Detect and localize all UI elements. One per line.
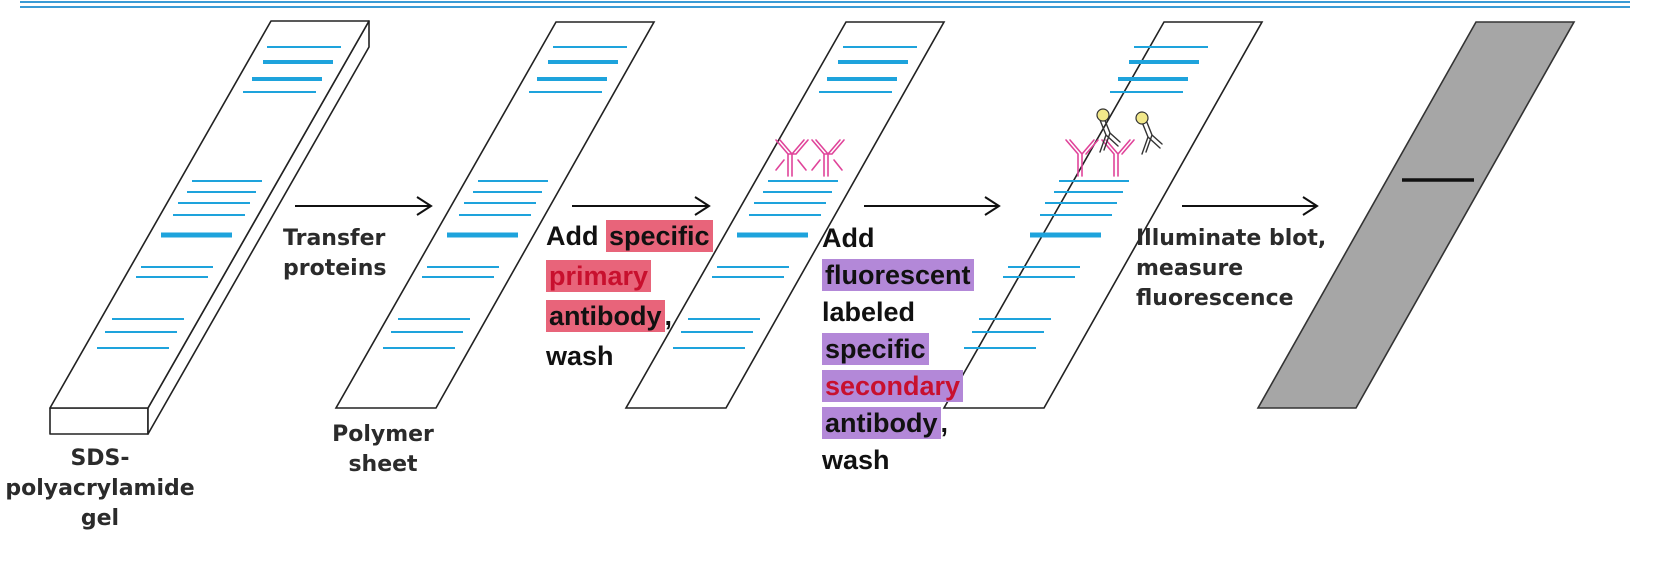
illuminated-blot-strip: [1258, 22, 1574, 408]
illuminate-label-line: Illuminate blot,: [1136, 226, 1327, 251]
illuminate-label-line: fluorescence: [1136, 286, 1294, 311]
illuminate-label: [1136, 224, 1326, 314]
step1-primary: primary: [546, 260, 651, 292]
polymer-sheet-label-line: Polymer: [332, 422, 434, 447]
arrow-icon: [1182, 197, 1317, 215]
step2-labeled: labeled: [822, 297, 916, 327]
step1-add: Add: [546, 221, 599, 251]
step2-wash: wash: [822, 445, 890, 475]
step1-antibody: antibody: [546, 300, 665, 332]
gel-label-line: polyacrylamide: [5, 476, 195, 501]
arrow-icon: [864, 197, 999, 215]
step2-secondary: secondary: [822, 370, 963, 402]
transfer-label-line: Transfer: [283, 226, 386, 251]
step1-comma: ,: [664, 301, 673, 331]
step2-add: Add: [822, 223, 875, 253]
step2-fluorescent: fluorescent: [822, 259, 974, 291]
step2-comma: ,: [940, 408, 949, 438]
step1-wash: wash: [546, 341, 614, 371]
polymer-sheet-label-line: sheet: [348, 452, 418, 477]
illuminate-label-line: measure: [1136, 256, 1244, 281]
transfer-label-line: proteins: [283, 256, 387, 281]
secondary-antibody-step-label: [822, 220, 974, 479]
step2-specific: specific: [822, 333, 929, 365]
gel-label-line: gel: [80, 506, 120, 531]
transfer-label: [283, 224, 386, 284]
gel-label-line: SDS-: [70, 446, 130, 471]
arrow-icon: [572, 197, 709, 215]
arrow-icon: [295, 197, 431, 215]
primary-antibody-step-label: [546, 216, 713, 376]
gel-label: [0, 444, 200, 534]
polymer-sheet-label: [318, 420, 448, 480]
step1-specific: specific: [606, 220, 713, 252]
step2-antibody: antibody: [822, 407, 941, 439]
